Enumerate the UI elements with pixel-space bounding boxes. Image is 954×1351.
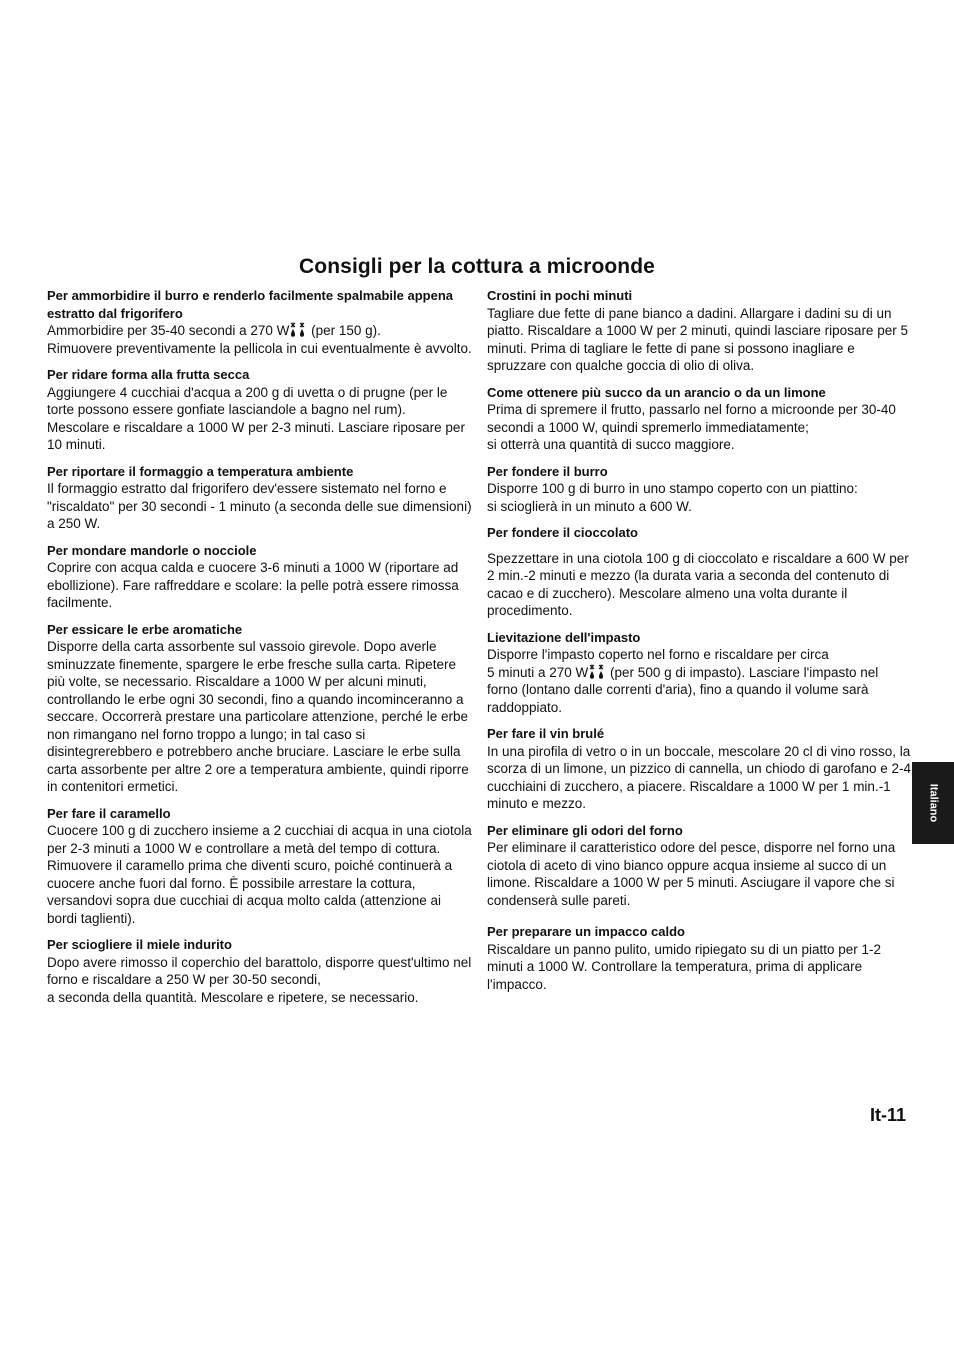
tip-section xyxy=(47,366,472,454)
tip-section xyxy=(487,822,912,910)
section-body: Coprire con acqua calda e cuocere 3-6 minuti a 1000 W (riportare ad ebollizione). Fare raffreddare e scolare: la pelle potrà essere rimossa facilmente. xyxy=(47,560,459,610)
defrost-icon xyxy=(588,664,606,680)
language-tab xyxy=(912,762,954,844)
section-heading: Per essicare le erbe aromatiche xyxy=(47,621,243,637)
tip-section xyxy=(47,542,472,612)
section-body xyxy=(487,646,912,716)
section-body: Aggiungere 4 cucchiai d'acqua a 200 g di uvetta o di prugne (per le torte possono essere gonfiate lasciandole a bagno nel rum). Mescolare e riscaldare a 1000 W per 2-3 minuti. Lasciare riposare per 10 minuti. xyxy=(47,384,465,452)
section-heading: Per ammorbidire il burro e renderlo facilmente spalmabile appena estratto dal frigorifero xyxy=(47,288,454,321)
section-body: Cuocere 100 g di zucchero insieme a 2 cucchiai di acqua in una ciotola per 2-3 minuti a 1000 W e controllare a metà del tempo di cottura. Rimuovere il caramello prima che diventi scuro, poiché continuerà a cuocere anche fuori dal forno. È possibile arrestare la cottura, versandovi sopra due cucchiai di acqua molto calda (attenzione ai bordi taglienti). xyxy=(47,823,472,926)
section-body-text: (per 500 g di impasto). Lasciare l'impasto nel forno (lontano dalle correnti d'aria), fino a quando il volume sarà raddoppiato. xyxy=(487,664,879,715)
section-heading: Crostini in pochi minuti xyxy=(487,288,633,303)
tip-section xyxy=(487,923,912,993)
section-heading: Per fare il vin brulé xyxy=(487,726,605,741)
section-heading: Per riportare il formaggio a temperatura ambiente xyxy=(47,463,354,479)
language-tab-label: Italiano xyxy=(926,783,939,823)
section-body xyxy=(47,322,472,357)
section-heading: Per fondere il cioccolato xyxy=(487,525,638,540)
section-body: Per eliminare il caratteristico odore del pesce, disporre nel forno una ciotola di aceto di vino bianco oppure acqua insieme al succo di un limone. Riscaldare a 1000 W per 5 minuti. Asciugare il vapore che si condenserà sulle pareti. xyxy=(487,840,896,908)
section-body: Spezzettare in una ciotola 100 g di cioccolato e riscaldare a 600 W per 2 min.-2 minuti e mezzo (la durata varia a seconda del contenuto di cacao e di zucchero). Mescolare almeno una volta durante il procedimento. xyxy=(487,550,909,618)
tip-section xyxy=(47,936,472,1006)
page-number: It-11 xyxy=(869,1105,906,1125)
section-body: Disporre della carta assorbente sul vassoio girevole. Dopo averle sminuzzate finemente, spargere le erbe fresche sulla carta. Ripetere più volte, se necessario. Riscaldare a 1000 W per alcuni minuti, controllando le erbe ogni 30 secondi, fino a quando incominceranno a seccare. Occorrerà prestare una particolare attenzione, perché le erbe non rimangano nel forno troppo a lungo; in tal caso si disintegrerebbero e potrebbero anche bruciare. Lasciare le erbe sulla carta assorbente per altre 2 ore a temperatura ambiente, quindi riporre in contenitori ermetici. xyxy=(47,639,469,794)
right-column xyxy=(487,287,912,1002)
section-body: Prima di spremere il frutto, passarlo nel forno a microonde per 30-40 secondi a 1000 W, quindi spremerlo immediatamente; si otterrà una quantità di succo maggiore. xyxy=(487,402,896,452)
section-heading: Per preparare un impacco caldo xyxy=(487,924,685,939)
section-body: Riscaldare un panno pulito, umido ripiegato su di un piatto per 1-2 minuti a 1000 W. Controllare la temperatura, prima di applicare l'impacco. xyxy=(487,941,881,992)
defrost-icon xyxy=(289,322,307,338)
section-body: Il formaggio estratto dal frigorifero dev'essere sistemato nel forno e "riscaldato" per 30 secondi - 1 minuto (a seconda delle sue dimensioni) a 250 W. xyxy=(47,481,472,531)
section-heading: Lievitazione dell'impasto xyxy=(487,629,641,645)
section-body: Tagliare due fette di pane bianco a dadini. Allargare i dadini su di un piatto. Riscaldare a 1000 W per 2 minuti, quindi lasciare riposare per 5 minuti. Prima di tagliare le fette di pane si possono inagliare e spruzzare con qualche goccia di olio di oliva. xyxy=(487,305,908,373)
section-body: In una pirofila di vetro o in un boccale, mescolare 20 cl di vino rosso, la scorza di un limone, un pizzico di cannella, un chiodo di garofano e 2-4 cucchiaini di zucchero, a piacere. Riscaldare a 1000 W per 1 min.-1 minuto e mezzo. xyxy=(487,743,912,811)
section-body: Dopo avere rimosso il coperchio del barattolo, disporre quest'ultimo nel forno e riscaldare a 250 W per 30-50 secondi, a seconda della quantità. Mescolare e ripetere, se necessario. xyxy=(47,954,472,1005)
section-body-text: Disporre l'impasto coperto nel forno e riscaldare per circa 5 minuti a 270 W xyxy=(487,647,829,680)
tip-section xyxy=(487,463,912,516)
tip-section xyxy=(487,287,912,375)
section-body: Disporre 100 g di burro in uno stampo coperto con un piattino: si scioglierà in un minuto a 600 W. xyxy=(487,481,858,514)
section-body-text: (per 150 g). Rimuovere preventivamente la pellicola in cui eventualmente è avvolto. xyxy=(47,323,472,356)
section-heading: Come ottenere più succo da un arancio o da un limone xyxy=(487,384,826,400)
tip-section xyxy=(47,805,472,928)
section-heading: Per fondere il burro xyxy=(487,463,608,479)
section-heading: Per eliminare gli odori del forno xyxy=(487,822,683,838)
section-heading: Per fare il caramello xyxy=(47,805,171,821)
section-heading: Per mondare mandorle o nocciole xyxy=(47,542,257,558)
section-heading: Per ridare forma alla frutta secca xyxy=(47,367,250,382)
section-heading: Per sciogliere il miele indurito xyxy=(47,937,232,952)
section-body-text: Ammorbidire per 35-40 secondi a 270 W xyxy=(47,323,290,338)
page-title: Consigli per la cottura a microonde xyxy=(299,255,655,278)
tip-section xyxy=(487,384,912,454)
tip-section xyxy=(487,524,912,620)
tip-section xyxy=(487,629,912,717)
tip-section xyxy=(47,621,472,796)
tip-section xyxy=(487,725,912,813)
tip-section xyxy=(47,463,472,533)
tip-section xyxy=(47,287,472,357)
left-column xyxy=(47,287,472,1015)
